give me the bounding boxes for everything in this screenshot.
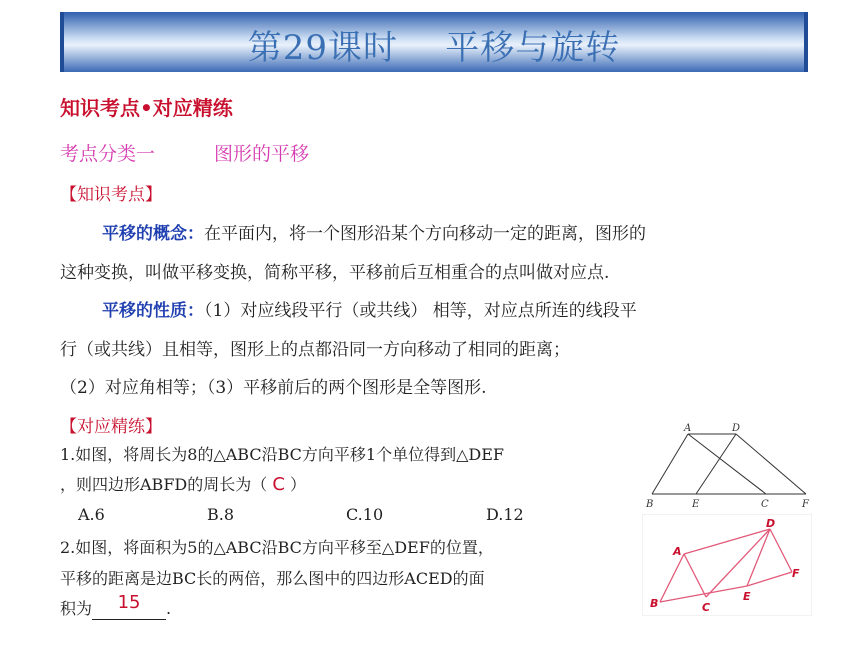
q2-answer: 15 (117, 592, 141, 613)
fig1-label-d: D (732, 423, 741, 434)
fig2-label-c: C (702, 601, 711, 614)
fig2-label-e: E (743, 590, 751, 603)
fig1-label-c: C (761, 499, 769, 510)
q2-text-3b: . (166, 599, 172, 618)
q1-text-2 (60, 472, 306, 495)
concept-paragraph-line1 (102, 219, 646, 244)
q2-text-3a: 积为 (60, 599, 93, 618)
q2-text-3 (60, 592, 172, 620)
q1-text-2a: ，则四边形ABFD的周长为（ (60, 475, 273, 494)
fig1-line-ab (652, 434, 688, 494)
fig2-label-b: B (650, 597, 659, 610)
fig1-label-a: A (684, 423, 692, 434)
q1-option-a: A.6 (78, 505, 105, 524)
concept-text-1: 在平面内，将一个图形沿某个方向移动一定的距离，图形的 (204, 224, 646, 244)
q1-option-c: C.10 (346, 505, 384, 524)
title-banner (60, 12, 808, 72)
property-paragraph-line1 (102, 296, 637, 321)
category-topic: 图形的平移 (214, 143, 310, 165)
q2-answer-blank (92, 592, 166, 620)
fig2-label-f: F (792, 567, 800, 580)
property-text-2: 行（或共线）且相等，图形上的点都沿同一方向移动了相同的距离； (60, 340, 570, 360)
q1-option-b: B.8 (207, 505, 235, 524)
figure-1 (640, 420, 820, 515)
section-title: 知识考点•对应精练 (60, 96, 233, 120)
property-text-1: （1）对应线段平行（或共线） 相等，对应点所连的线段平 (204, 301, 637, 321)
fig1-label-e: E (692, 499, 700, 510)
concept-text-2: 这种变换，叫做平移变换，简称平移，平移前后互相重合的点叫做对应点. (60, 263, 610, 283)
q1-option-d: D.12 (486, 505, 524, 524)
fig1-label-f: F (802, 499, 809, 510)
q1-answer: C (272, 474, 285, 495)
q1-text-1: 1.如图，将周长为8的△ABC沿BC方向平移1个单位得到△DEF (60, 445, 504, 464)
fig1-line-de (696, 434, 736, 494)
fig2-label-a: A (673, 545, 682, 558)
category-label: 考点分类一 (60, 143, 156, 165)
concept-label: 平移的概念： (102, 224, 204, 244)
figure-2 (642, 514, 812, 616)
property-text-3: （2）对应角相等；（3）平移前后的两个图形是全等图形. (60, 378, 487, 398)
fig2-label-d: D (766, 517, 776, 530)
q2-text-2: 平移的距离是边BC长的两倍，那么图中的四边形ACED的面 (60, 569, 485, 588)
q1-text-2b: ） (284, 475, 307, 494)
fig1-line-df (736, 434, 806, 494)
knowledge-header: 【知识考点】 (60, 185, 162, 205)
fig1-line-ac (688, 434, 766, 494)
page-title: 第29课时 平移与旋转 (247, 28, 621, 68)
fig1-label-b: B (646, 499, 654, 510)
practice-header: 【对应精练】 (60, 417, 162, 437)
property-label: 平移的性质： (102, 301, 204, 321)
q2-text-1: 2.如图，将面积为5的△ABC沿BC方向平移至△DEF的位置， (60, 538, 494, 557)
